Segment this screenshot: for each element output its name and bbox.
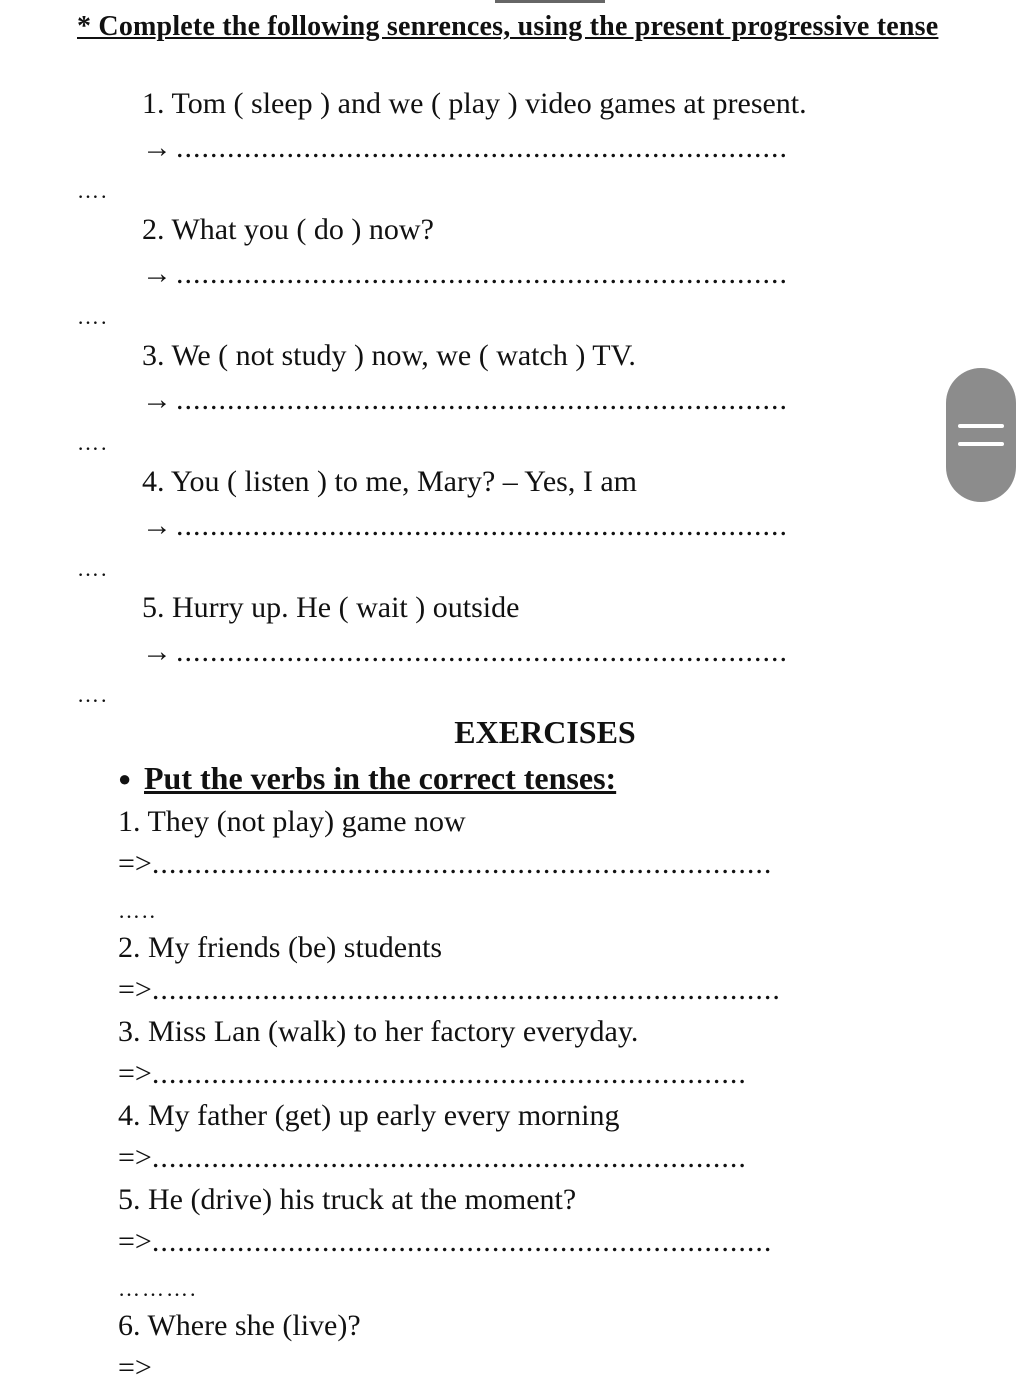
- s1-answer-line-2: [142, 256, 788, 292]
- s1-trail-2: ….: [77, 304, 109, 329]
- arrow-icon: →: [142, 509, 172, 542]
- handle-grip-line-icon: [958, 442, 1004, 446]
- ex-answer-line-1: [118, 846, 772, 882]
- s1-trail-4: ….: [77, 556, 109, 581]
- answer-dots: ........................................................................: [176, 131, 788, 164]
- arrow-icon: →: [142, 383, 172, 416]
- s1-trail-3: ….: [77, 430, 109, 455]
- answer-dots: .........................................................................: [151, 847, 773, 880]
- instruction-line: [118, 760, 616, 797]
- answer-dots: ......................................................................: [151, 1141, 747, 1174]
- ex-item-6: 6. Where she (live)?: [118, 1309, 361, 1342]
- ex-answer-line-6: [118, 1350, 152, 1386]
- answer-prefix: =>: [118, 1141, 152, 1174]
- ex-item-3: 3. Miss Lan (walk) to her factory everyday.: [118, 1015, 639, 1048]
- s1-answer-line-4: [142, 508, 788, 544]
- s1-item-2: 2. What you ( do ) now?: [142, 213, 434, 246]
- s1-item-3: 3. We ( not study ) now, we ( watch ) TV.: [142, 339, 636, 372]
- s1-answer-line-5: [142, 634, 788, 670]
- bullet-icon: ●: [118, 766, 132, 791]
- ex-item-4: 4. My father (get) up early every morning: [118, 1099, 620, 1132]
- answer-prefix: =>: [118, 847, 152, 880]
- ex-answer-line-5: [118, 1224, 772, 1260]
- answer-dots: ........................................................................: [176, 509, 788, 542]
- instruction-text: Put the verbs in the correct tenses:: [144, 760, 617, 796]
- answer-dots: ........................................................................: [176, 635, 788, 668]
- s1-item-1: 1. Tom ( sleep ) and we ( play ) video games at present.: [142, 87, 807, 120]
- ex-item-5: 5. He (drive) his truck at the moment?: [118, 1183, 577, 1216]
- answer-dots: .........................................................................: [151, 1225, 773, 1258]
- answer-prefix: =>: [118, 1351, 152, 1384]
- answer-dots: ........................................................................: [176, 383, 788, 416]
- ex-item-2: 2. My friends (be) students: [118, 931, 443, 964]
- s1-answer-line-3: [142, 382, 788, 418]
- arrow-icon: →: [142, 635, 172, 668]
- s1-trail-1: ….: [77, 178, 109, 203]
- answer-prefix: =>: [118, 1225, 152, 1258]
- answer-dots: ..........................................................................: [151, 973, 781, 1006]
- ex-answer-line-4: [118, 1140, 747, 1176]
- handle-grip-line-icon: [958, 424, 1004, 428]
- exercises-title: EXERCISES: [454, 714, 636, 750]
- ex-item-1: 1. They (not play) game now: [118, 805, 466, 838]
- ex-answer-line-3: [118, 1056, 747, 1092]
- arrow-icon: →: [142, 257, 172, 290]
- answer-dots: ......................................................................: [151, 1057, 747, 1090]
- answer-prefix: =>: [118, 973, 152, 1006]
- s1-item-4: 4. You ( listen ) to me, Mary? – Yes, I am: [142, 465, 637, 498]
- ex-answer-line-2: [118, 972, 781, 1008]
- s1-item-5: 5. Hurry up. He ( wait ) outside: [142, 591, 520, 624]
- s1-trail-5: ….: [77, 682, 109, 707]
- section1-heading: * Complete the following senrences, using the present progressive tense: [77, 11, 939, 42]
- ex-trail-5: ……….: [118, 1276, 198, 1301]
- s1-answer-line-1: [142, 130, 788, 166]
- ex-trail-1: …..: [118, 898, 157, 923]
- answer-prefix: =>: [118, 1057, 152, 1090]
- top-edge-mark: [495, 0, 605, 3]
- arrow-icon: →: [142, 131, 172, 164]
- scroll-handle[interactable]: [946, 368, 1016, 502]
- answer-dots: ........................................................................: [176, 257, 788, 290]
